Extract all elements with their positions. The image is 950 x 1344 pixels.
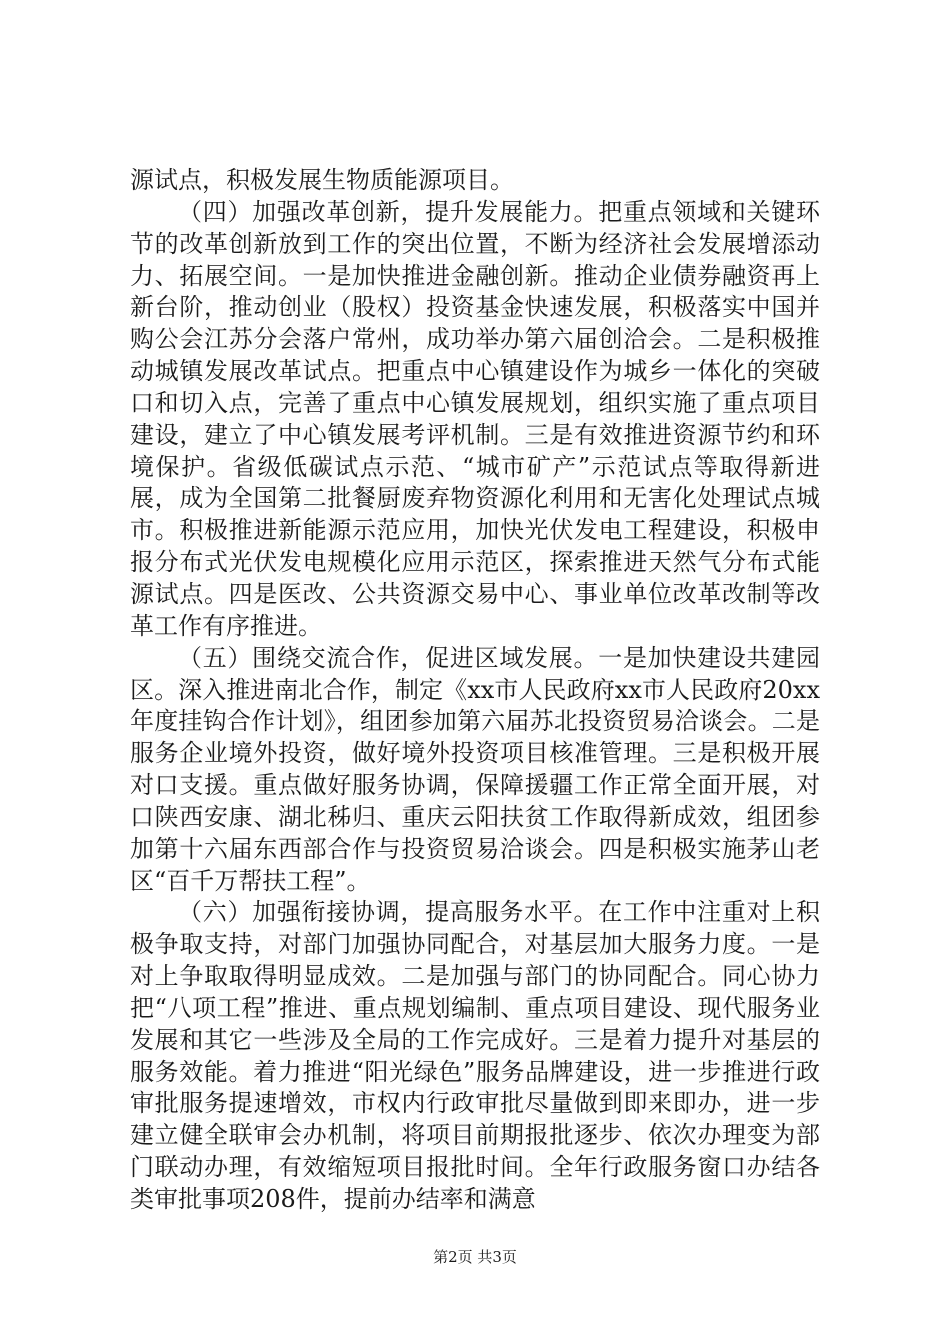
paragraph-1: 源试点，积极发展生物质能源项目。 (130, 166, 514, 194)
paragraph-4: （六）加强衔接协调，提高服务水平。在工作中注重对上积极争取支持，对部门加强协同配合，对基层加大服务力度。一是对上争取取得明显成效。二是加强与部门的协同配合。同心协力把“八项工程”推进、重点规划编制、重点项目建设、现代服务业发展和其它一些涉及全局的工作完成好。三是着力提升对基层的服务效能。着力推进“阳光绿色”服务品牌建设，进一步推进行政审批服务提速增效，市权内行政审批尽量做到即来即办，进一步建立健全联审会办机制，将项目前期报批逐步、依次办理变为部门联动办理，有效缩短项目报批时间。全年行政服务窗口办结各类审批事项208件，提前办结率和满意 (130, 898, 820, 1213)
paragraph-3: （五）围绕交流合作，促进区域发展。一是加快建设共建园区。深入推进南北合作，制定《xx市人民政府xx市人民政府20xx年度挂钩合作计划》，组团参加第六届苏北投资贸易洽谈会。二是服务企业境外投资，做好境外投资项目核准管理。三是积极开展对口支援。重点做好服务协调，保障援疆工作正常全面开展，对口陕西安康、湖北秭归、重庆云阳扶贫工作取得新成效，组团参加第十六届东西部合作与投资贸易洽谈会。四是积极实施茅山老区“百千万帮扶工程”。 (130, 643, 820, 895)
document-body (130, 165, 820, 1216)
page-number-footer: 第2页 共3页 (433, 1248, 517, 1266)
paragraph-2: （四）加强改革创新，提升发展能力。把重点领域和关键环节的改革创新放到工作的突出位置，不断为经济社会发展增添动力、拓展空间。一是加快推进金融创新。推动企业债券融资再上新台阶，推动创业（股权）投资基金快速发展，积极落实中国并购公会江苏分会落户常州，成功举办第六届创洽会。二是积极推动城镇发展改革试点。把重点中心镇建设作为城乡一体化的突破口和切入点，完善了重点中心镇发展规划，组织实施了重点项目建设，建立了中心镇发展考评机制。三是有效推进资源节约和环境保护。省级低碳试点示范、“城市矿产”示范试点等取得新进展，成为全国第二批餐厨废弃物资源化利用和无害化处理试点城市。积极推进新能源示范应用，加快光伏发电工程建设，积极申报分布式光伏发电规模化应用示范区，探索推进天然气分布式能源试点。四是医改、公共资源交易中心、事业单位改革改制等改革工作有序推进。 (130, 197, 820, 640)
